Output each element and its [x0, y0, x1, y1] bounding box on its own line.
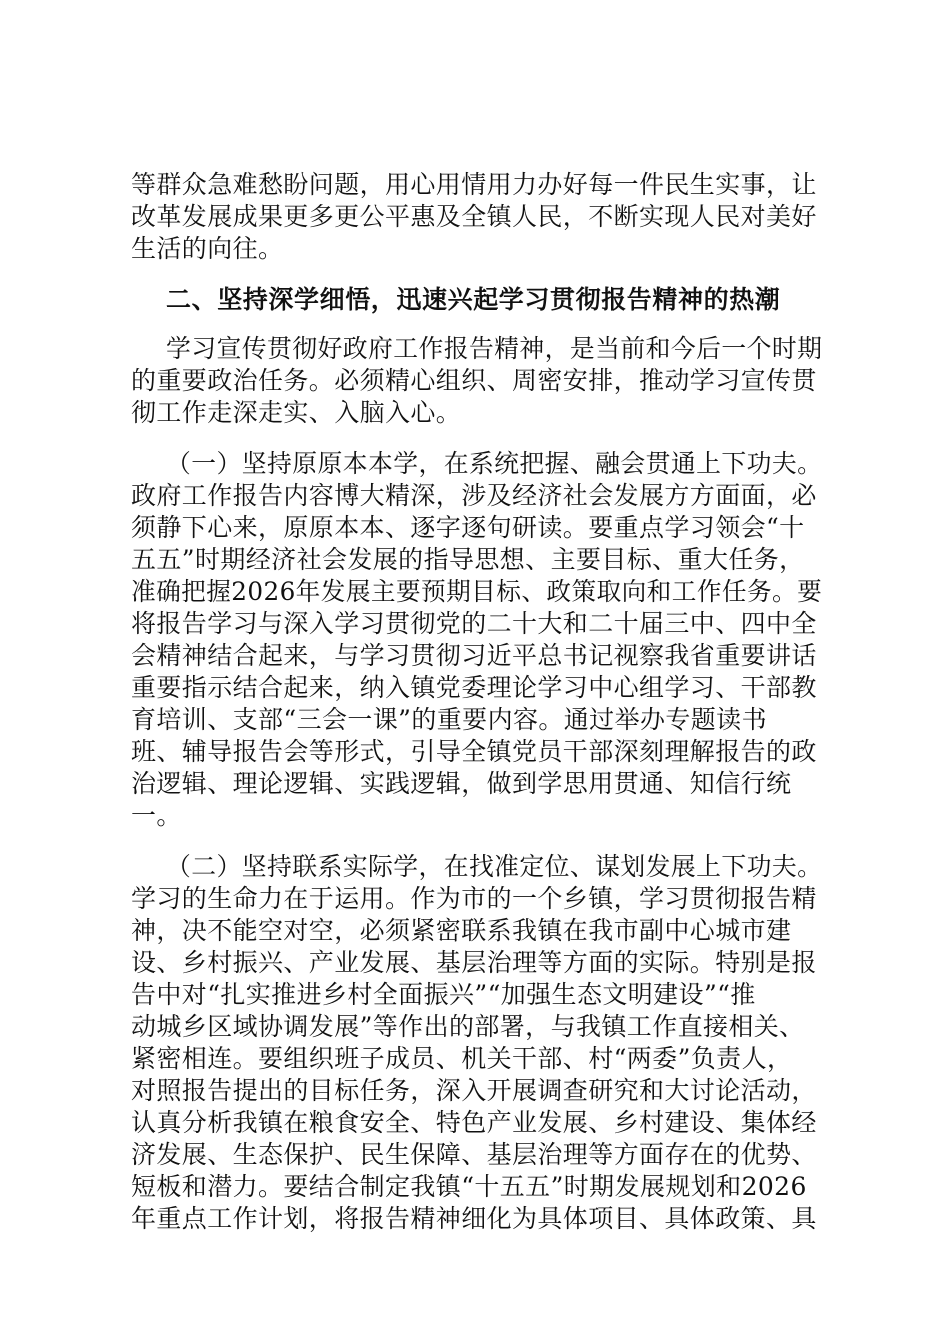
paragraph-line: 告中对“扎实推进乡村全面振兴”“加强生态文明建设”“推	[131, 980, 756, 1009]
paragraph-line: 学习宣传贯彻好政府工作报告精神，是当前和今后一个时期	[166, 334, 823, 363]
paragraph-line: 改革发展成果更多更公平惠及全镇人民，不断实现人民对美好	[131, 202, 817, 231]
paragraph-line: 治逻辑、理论逻辑、实践逻辑，做到学思用贯通、知信行统	[131, 769, 792, 798]
paragraph-line: 将报告学习与深入学习贯彻党的二十大和二十届三中、四中全	[131, 609, 817, 638]
paragraph-line: 会精神结合起来，与学习贯彻习近平总书记视察我省重要讲话	[131, 641, 817, 670]
paragraph-line: 学习的生命力在于运用。作为市的一个乡镇，学习贯彻报告精	[131, 884, 817, 913]
paragraph-line: 彻工作走深走实、入脑入心。	[131, 398, 462, 427]
paragraph-line: 年重点工作计划，将报告精神细化为具体项目、具体政策、具	[131, 1204, 817, 1233]
paragraph-line: 紧密相连。要组织班子成员、机关干部、村“两委”负责人，	[131, 1044, 793, 1073]
paragraph-line: 五五”时期经济社会发展的指导思想、主要目标、重大任务，	[131, 545, 805, 574]
paragraph-line: 生活的向往。	[131, 234, 284, 263]
paragraph-line: 育培训、支部“三会一课”的重要内容。通过举办专题读书	[131, 705, 767, 734]
paragraph-line: （二）坚持联系实际学，在找准定位、谋划发展上下功夫。	[166, 852, 823, 881]
paragraph-line: 设、乡村振兴、产业发展、基层治理等方面的实际。特别是报	[131, 948, 817, 977]
paragraph-line: 重要指示结合起来，纳入镇党委理论学习中心组学习、干部教	[131, 673, 817, 702]
paragraph-line: 的重要政治任务。必须精心组织、周密安排，推动学习宣传贯	[131, 366, 817, 395]
paragraph-line: 政府工作报告内容博大精深，涉及经济社会发展方方面面，必	[131, 481, 817, 510]
paragraph-line: 须静下心来，原原本本、逐字逐句研读。要重点学习领会“十	[131, 513, 805, 542]
paragraph-line: 济发展、生态保护、民生保障、基层治理等方面存在的优势、	[131, 1140, 817, 1169]
paragraph-line: 等群众急难愁盼问题，用心用情用力办好每一件民生实事，让	[131, 170, 817, 199]
paragraph-line: 短板和潜力。要结合制定我镇“十五五”时期发展规划和2026	[131, 1172, 807, 1201]
paragraph-line: 班、辅导报告会等形式，引导全镇党员干部深刻理解报告的政	[131, 737, 817, 766]
paragraph-line: 准确把握2026年发展主要预期目标、政策取向和工作任务。要	[131, 577, 823, 606]
paragraph-line: 认真分析我镇在粮食安全、特色产业发展、乡村建设、集体经	[131, 1108, 817, 1137]
paragraph-line: 动城乡区域协调发展”等作出的部署，与我镇工作直接相关、	[131, 1012, 805, 1041]
paragraph-line: （一）坚持原原本本学，在系统把握、融会贯通上下功夫。	[166, 449, 823, 478]
paragraph-line: 一。	[131, 801, 182, 830]
section-heading: 二、坚持深学细悟，迅速兴起学习贯彻报告精神的热潮	[166, 285, 781, 314]
paragraph-line: 对照报告提出的目标任务，深入开展调查研究和大讨论活动，	[131, 1076, 817, 1105]
paragraph-line: 神，决不能空对空，必须紧密联系我镇在我市副中心城市建	[131, 916, 792, 945]
